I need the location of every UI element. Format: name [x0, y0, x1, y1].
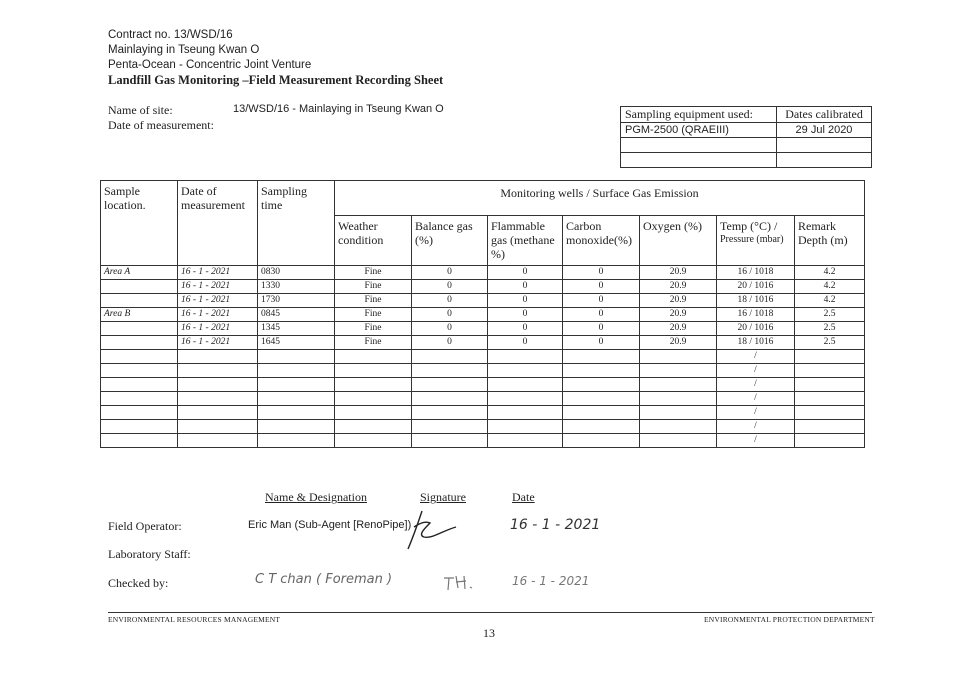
cell-remark-depth	[795, 392, 865, 406]
cell-flammable-gas: 0	[488, 294, 563, 308]
cell-oxygen: 20.9	[640, 280, 717, 294]
cell-carbon-monoxide	[563, 420, 640, 434]
calibration-cell: 29 Jul 2020	[777, 123, 872, 138]
footer-left: ENVIRONMENTAL RESOURCES MANAGEMENT	[108, 615, 281, 624]
cell-location	[101, 420, 178, 434]
cell-carbon-monoxide: 0	[563, 322, 640, 336]
cell-temp-pressure: /	[717, 392, 795, 406]
cell-carbon-monoxide	[563, 378, 640, 392]
cell-location	[101, 406, 178, 420]
cell-oxygen	[640, 364, 717, 378]
cell-time	[258, 392, 335, 406]
cell-temp-pressure: /	[717, 434, 795, 448]
cell-carbon-monoxide: 0	[563, 308, 640, 322]
cell-time: 0830	[258, 266, 335, 280]
col-weather: Weather condition	[335, 216, 412, 266]
cell-oxygen	[640, 406, 717, 420]
cell-temp-pressure: /	[717, 406, 795, 420]
cell-oxygen	[640, 378, 717, 392]
col-temp-pressure	[717, 216, 795, 266]
cell-temp-pressure: /	[717, 378, 795, 392]
cell-flammable-gas: 0	[488, 266, 563, 280]
cell-time	[258, 434, 335, 448]
cell-weather: Fine	[335, 322, 412, 336]
table-row	[101, 266, 865, 280]
cell-remark-depth	[795, 364, 865, 378]
table-row	[101, 350, 865, 364]
cell-oxygen	[640, 350, 717, 364]
cell-carbon-monoxide: 0	[563, 336, 640, 350]
cell-weather	[335, 378, 412, 392]
cell-balance-gas: 0	[412, 280, 488, 294]
table-row	[101, 294, 865, 308]
cell-location	[101, 294, 178, 308]
cell-flammable-gas	[488, 364, 563, 378]
cell-date	[178, 364, 258, 378]
cell-remark-depth	[795, 420, 865, 434]
col-group-monitoring: Monitoring wells / Surface Gas Emission	[335, 181, 865, 216]
cell-balance-gas	[412, 406, 488, 420]
date-header: Date	[512, 490, 535, 504]
cell-temp-pressure: 20 / 1016	[717, 280, 795, 294]
cell-carbon-monoxide	[563, 406, 640, 420]
cell-location	[101, 280, 178, 294]
cell-date	[178, 406, 258, 420]
cell-weather: Fine	[335, 308, 412, 322]
checked-by-date: 16 - 1 - 2021	[512, 574, 590, 588]
cell-date: 16 - 1 - 2021	[178, 336, 258, 350]
cell-date	[178, 420, 258, 434]
col-date: Date of measurement	[178, 181, 258, 266]
equipment-header: Sampling equipment used:	[621, 107, 777, 123]
document-header	[108, 28, 443, 88]
cell-time	[258, 364, 335, 378]
footer-divider	[108, 612, 872, 613]
calibration-cell	[777, 138, 872, 153]
col-flammable-gas: Flammable gas (methane %)	[488, 216, 563, 266]
cell-oxygen	[640, 434, 717, 448]
cell-remark-depth	[795, 350, 865, 364]
cell-balance-gas	[412, 420, 488, 434]
measurement-table	[100, 180, 865, 448]
col-time: Sampling time	[258, 181, 335, 266]
table-row	[101, 308, 865, 322]
cell-remark-depth	[795, 406, 865, 420]
table-row	[101, 392, 865, 406]
cell-remark-depth	[795, 378, 865, 392]
col-carbon-monoxide: Carbon monoxide(%)	[563, 216, 640, 266]
cell-time	[258, 378, 335, 392]
cell-date: 16 - 1 - 2021	[178, 294, 258, 308]
cell-weather	[335, 420, 412, 434]
cell-time: 1345	[258, 322, 335, 336]
col-oxygen: Oxygen (%)	[640, 216, 717, 266]
equipment-cell	[621, 138, 777, 153]
cell-date	[178, 378, 258, 392]
cell-temp-pressure: 20 / 1016	[717, 322, 795, 336]
col-sample-location: Sample location.	[101, 181, 178, 266]
field-operator-date: 16 - 1 - 2021	[510, 517, 601, 533]
cell-date	[178, 350, 258, 364]
table-row	[101, 280, 865, 294]
cell-flammable-gas: 0	[488, 308, 563, 322]
cell-date: 16 - 1 - 2021	[178, 266, 258, 280]
cell-carbon-monoxide	[563, 434, 640, 448]
cell-temp-pressure: 18 / 1016	[717, 336, 795, 350]
cell-remark-depth: 4.2	[795, 266, 865, 280]
col-balance-gas: Balance gas (%)	[412, 216, 488, 266]
table-row	[101, 322, 865, 336]
cell-flammable-gas	[488, 378, 563, 392]
field-operator-name: Eric Man (Sub-Agent [RenoPipe])	[248, 519, 412, 531]
table-row	[101, 434, 865, 448]
table-row	[101, 336, 865, 350]
cell-date	[178, 434, 258, 448]
temp-label: Temp (°C) /	[720, 219, 778, 233]
cell-time: 1645	[258, 336, 335, 350]
cell-flammable-gas: 0	[488, 322, 563, 336]
cell-weather	[335, 406, 412, 420]
cell-oxygen	[640, 392, 717, 406]
equipment-cell	[621, 153, 777, 168]
cell-location	[101, 364, 178, 378]
cell-carbon-monoxide	[563, 364, 640, 378]
cell-location: Area B	[101, 308, 178, 322]
cell-balance-gas	[412, 364, 488, 378]
cell-remark-depth: 4.2	[795, 280, 865, 294]
cell-location: Area A	[101, 266, 178, 280]
cell-remark-depth: 2.5	[795, 308, 865, 322]
cell-remark-depth: 4.2	[795, 294, 865, 308]
cell-location	[101, 434, 178, 448]
cell-balance-gas	[412, 434, 488, 448]
cell-weather: Fine	[335, 266, 412, 280]
page-number: 13	[483, 626, 495, 640]
cell-oxygen	[640, 420, 717, 434]
table-row	[101, 420, 865, 434]
cell-flammable-gas: 0	[488, 336, 563, 350]
calibration-cell	[777, 153, 872, 168]
cell-flammable-gas	[488, 434, 563, 448]
cell-time: 1330	[258, 280, 335, 294]
cell-time: 0845	[258, 308, 335, 322]
cell-location	[101, 378, 178, 392]
cell-balance-gas	[412, 350, 488, 364]
cell-weather: Fine	[335, 294, 412, 308]
cell-carbon-monoxide: 0	[563, 294, 640, 308]
cell-flammable-gas	[488, 406, 563, 420]
project-name: Mainlaying in Tseung Kwan O	[108, 44, 260, 56]
cell-weather: Fine	[335, 280, 412, 294]
cell-date: 16 - 1 - 2021	[178, 280, 258, 294]
pressure-label: Pressure (mbar)	[720, 234, 784, 245]
cell-balance-gas	[412, 392, 488, 406]
cell-date	[178, 392, 258, 406]
cell-location	[101, 322, 178, 336]
operator-signature	[400, 505, 460, 553]
cell-temp-pressure: 16 / 1018	[717, 308, 795, 322]
cell-carbon-monoxide	[563, 392, 640, 406]
cell-balance-gas	[412, 378, 488, 392]
cell-flammable-gas	[488, 420, 563, 434]
table-row	[101, 406, 865, 420]
cell-time	[258, 420, 335, 434]
cell-weather: Fine	[335, 336, 412, 350]
table-body	[101, 266, 865, 448]
cell-weather	[335, 350, 412, 364]
cell-flammable-gas: 0	[488, 280, 563, 294]
signature-header: Signature	[420, 490, 466, 504]
cell-flammable-gas	[488, 392, 563, 406]
cell-oxygen: 20.9	[640, 336, 717, 350]
cell-weather	[335, 392, 412, 406]
cell-location	[101, 392, 178, 406]
cell-temp-pressure: /	[717, 420, 795, 434]
cell-temp-pressure: 16 / 1018	[717, 266, 795, 280]
cell-carbon-monoxide	[563, 350, 640, 364]
col-remark-depth: Remark Depth (m)	[795, 216, 865, 266]
cell-balance-gas: 0	[412, 336, 488, 350]
cell-location	[101, 336, 178, 350]
measurement-date-label: Date of measurement:	[108, 118, 214, 132]
site-name-label: Name of site:	[108, 103, 173, 117]
cell-temp-pressure: /	[717, 364, 795, 378]
cell-temp-pressure: 18 / 1016	[717, 294, 795, 308]
cell-balance-gas: 0	[412, 266, 488, 280]
cell-remark-depth: 2.5	[795, 322, 865, 336]
cell-weather	[335, 364, 412, 378]
cell-date: 16 - 1 - 2021	[178, 308, 258, 322]
checked-by-label: Checked by:	[108, 576, 169, 590]
footer-right: ENVIRONMENTAL PROTECTION DEPARTMENT	[704, 615, 875, 624]
calibration-header: Dates calibrated	[777, 107, 872, 123]
table-row	[101, 364, 865, 378]
field-operator-label: Field Operator:	[108, 519, 182, 533]
cell-location	[101, 350, 178, 364]
table-row	[101, 378, 865, 392]
cell-carbon-monoxide: 0	[563, 280, 640, 294]
cell-oxygen: 20.9	[640, 322, 717, 336]
cell-oxygen: 20.9	[640, 294, 717, 308]
contract-number: Contract no. 13/WSD/16	[108, 29, 233, 41]
laboratory-staff-label: Laboratory Staff:	[108, 547, 191, 561]
cell-flammable-gas	[488, 350, 563, 364]
sheet-title: Landfill Gas Monitoring –Field Measurement Recording Sheet	[108, 73, 444, 87]
name-designation-header: Name & Designation	[265, 490, 367, 504]
site-name-value: 13/WSD/16 - Mainlaying in Tseung Kwan O	[233, 103, 444, 115]
cell-time: 1730	[258, 294, 335, 308]
contractor-name: Penta-Ocean - Concentric Joint Venture	[108, 59, 312, 71]
cell-balance-gas: 0	[412, 294, 488, 308]
cell-temp-pressure: /	[717, 350, 795, 364]
checker-signature	[440, 572, 480, 594]
cell-balance-gas: 0	[412, 322, 488, 336]
cell-time	[258, 406, 335, 420]
cell-remark-depth	[795, 434, 865, 448]
equipment-table	[620, 106, 872, 168]
cell-date: 16 - 1 - 2021	[178, 322, 258, 336]
cell-time	[258, 350, 335, 364]
cell-oxygen: 20.9	[640, 308, 717, 322]
cell-balance-gas: 0	[412, 308, 488, 322]
equipment-cell: PGM-2500 (QRAEIII)	[621, 123, 777, 138]
cell-remark-depth: 2.5	[795, 336, 865, 350]
cell-oxygen: 20.9	[640, 266, 717, 280]
checked-by-name: C T chan ( Foreman )	[255, 572, 393, 587]
cell-carbon-monoxide: 0	[563, 266, 640, 280]
cell-weather	[335, 434, 412, 448]
